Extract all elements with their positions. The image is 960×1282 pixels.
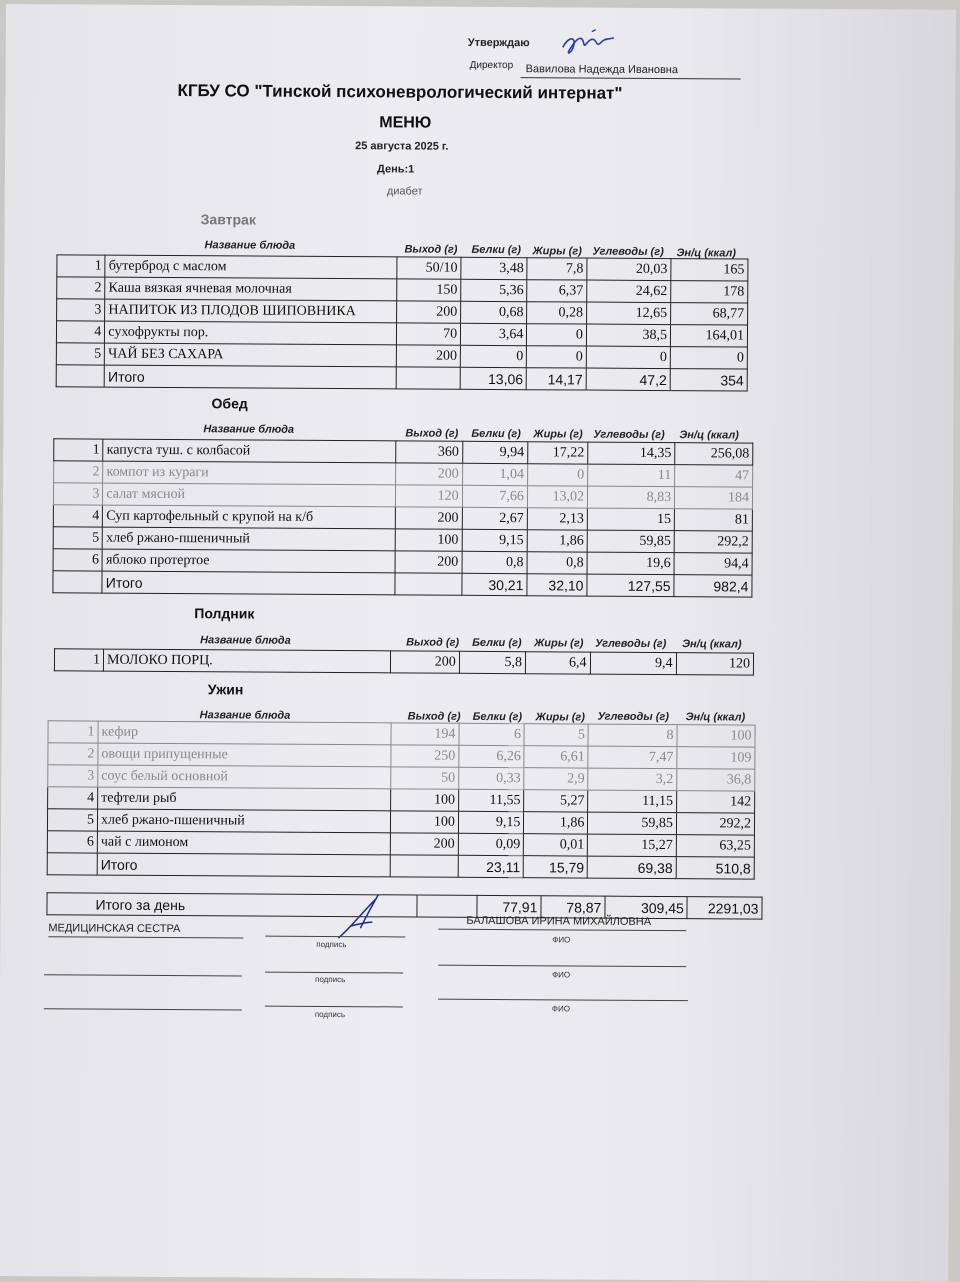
dish-name: НАПИТОК ИЗ ПЛОДОВ ШИПОВНИКА (105, 299, 397, 323)
dish-protein: 6 (459, 723, 525, 745)
dish-carbs: 3,2 (588, 768, 677, 791)
dish-yield: 200 (395, 463, 462, 485)
col-protein: Белки (г) (471, 427, 521, 441)
dish-protein: 9,15 (458, 811, 524, 833)
dish-fat: 5,27 (524, 790, 588, 812)
row-number: 3 (53, 483, 102, 505)
dish-fat: 5 (524, 724, 588, 746)
dish-carbs: 14,35 (588, 442, 675, 465)
dish-fat: 0,28 (527, 302, 587, 324)
total-protein: 13,06 (460, 367, 526, 389)
dish-protein: 2,67 (462, 507, 527, 529)
total-row (53, 571, 752, 597)
dish-protein: 11,55 (458, 789, 524, 811)
dish-energy: 100 (677, 725, 755, 747)
dish-yield: 200 (395, 551, 462, 573)
col-fat: Жиры (г) (532, 245, 582, 258)
dish-carbs: 20,03 (587, 258, 671, 281)
dish-yield: 100 (391, 789, 459, 811)
dish-energy: 292,2 (676, 813, 754, 835)
dish-carbs: 7,47 (588, 746, 677, 769)
lunch-table (52, 438, 753, 597)
total-carbs: 47,2 (586, 368, 670, 391)
fio-line-2 (438, 965, 686, 968)
total-protein: 23,11 (458, 855, 524, 877)
row-number: 3 (57, 299, 105, 321)
total-yield (395, 573, 462, 595)
sig-label-1: подпись (316, 939, 347, 950)
dinner-title: Ужин (207, 681, 244, 698)
sign-line-3a (44, 1008, 242, 1010)
dish-yield: 250 (391, 745, 459, 767)
dish-energy: 0 (670, 347, 747, 369)
dish-carbs: 11 (588, 464, 675, 487)
sig-label-3: подпись (314, 1009, 346, 1020)
dish-protein: 5,36 (461, 279, 527, 301)
col-energy: Эн/ц (ккал) (685, 711, 746, 724)
dish-yield: 100 (391, 811, 459, 833)
col-carbs: Углеводы (г) (592, 245, 664, 259)
dish-protein: 9,94 (462, 441, 527, 463)
dish-name: чай с лимоном (97, 831, 390, 855)
fio-label-3: ФИО (551, 1004, 570, 1014)
row-number: 6 (53, 549, 102, 571)
dish-name: ЧАЙ БЕЗ САХАРА (105, 343, 397, 367)
dish-name: капуста туш. с колбасой (103, 439, 396, 463)
dish-protein: 0,68 (461, 301, 527, 323)
dish-energy: 94,4 (674, 553, 752, 575)
dish-energy: 68,77 (671, 303, 748, 325)
dish-fat: 2,13 (527, 508, 587, 530)
sig-line-2 (265, 972, 403, 974)
dish-fat: 6,37 (527, 280, 587, 302)
dish-energy: 165 (671, 259, 748, 281)
day-total-label: Итого за день (47, 893, 417, 917)
dish-protein: 0,8 (462, 551, 527, 573)
dish-carbs: 24,62 (587, 280, 671, 303)
row-number: 2 (54, 461, 103, 483)
dish-energy: 142 (677, 791, 755, 813)
snack-title: Полдник (194, 605, 255, 622)
col-protein: Белки (г) (472, 636, 522, 650)
col-energy: Эн/ц (ккал) (679, 429, 739, 442)
dish-name: хлеб ржано-пшеничный (97, 809, 390, 833)
approve-label: Утверждаю (467, 36, 530, 50)
total-energy: 982,4 (674, 575, 752, 597)
dish-carbs: 15,27 (588, 834, 677, 857)
dish-protein: 5,8 (459, 651, 525, 673)
dish-energy: 120 (676, 653, 754, 675)
dish-carbs: 0 (586, 346, 670, 369)
dish-protein: 6,26 (459, 745, 525, 767)
dish-yield: 200 (391, 651, 460, 673)
dish-name: овощи припущенные (98, 743, 391, 767)
col-fat: Жиры (г) (535, 711, 585, 724)
total-fat: 32,10 (527, 574, 587, 596)
dish-energy: 47 (675, 465, 753, 487)
row-number: 4 (53, 505, 102, 527)
dish-protein: 0 (460, 345, 526, 367)
sig-label-2: подпись (315, 974, 346, 985)
total-energy: 510,8 (676, 857, 754, 879)
dish-protein: 1,04 (462, 463, 527, 485)
col-fat: Жиры (г) (534, 637, 584, 650)
dish-carbs: 8,83 (587, 486, 674, 509)
dish-fat: 17,22 (528, 442, 588, 464)
col-carbs: Углеводы (г) (593, 428, 665, 442)
dish-energy: 109 (677, 747, 755, 769)
dish-fat: 0 (528, 464, 588, 486)
dish-name: кефир (98, 721, 391, 745)
day-total-fat: 78,87 (541, 896, 605, 918)
dish-carbs: 9,4 (590, 652, 676, 675)
breakfast-title: Завтрак (200, 211, 256, 228)
dish-yield: 360 (396, 441, 463, 463)
col-fat: Жиры (г) (533, 428, 583, 441)
total-fat: 15,79 (524, 856, 588, 878)
dish-carbs: 11,15 (588, 790, 677, 813)
dish-protein: 3,64 (461, 323, 527, 345)
total-label: Итого (97, 853, 390, 877)
dish-fat: 7,8 (527, 258, 587, 280)
dish-fat: 0 (527, 324, 587, 346)
day-total-protein: 77,91 (477, 895, 541, 917)
dish-yield: 200 (397, 301, 461, 323)
director-label: Директор (469, 59, 514, 72)
dish-energy: 164,01 (670, 325, 747, 347)
dish-energy: 184 (675, 487, 753, 509)
total-carbs: 127,55 (587, 574, 674, 597)
dish-name: соус белый основной (98, 765, 391, 789)
dish-carbs: 19,6 (587, 552, 674, 575)
fio-label-1: ФИО (552, 935, 571, 945)
row-number: 5 (53, 527, 102, 549)
dish-name: яблоко протертое (102, 549, 395, 573)
dish-yield: 50 (391, 767, 459, 789)
dish-yield: 200 (391, 833, 459, 855)
dish-yield: 120 (395, 485, 462, 507)
fio-label-2: ФИО (552, 970, 571, 980)
dish-protein: 0,33 (459, 767, 525, 789)
dish-yield: 50/10 (397, 257, 461, 279)
dish-carbs: 38,5 (586, 324, 670, 347)
dish-energy: 256,08 (675, 443, 753, 465)
dish-protein: 3,48 (461, 257, 527, 279)
dish-name: хлеб ржано-пшеничный (103, 527, 396, 551)
nurse-label: МЕДИЦИНСКАЯ СЕСТРА (48, 922, 181, 936)
menu-title: МЕНЮ (379, 114, 432, 132)
row-number: 5 (47, 809, 97, 831)
dish-yield: 70 (396, 323, 460, 345)
sign-line-2a (44, 974, 242, 976)
dish-yield: 100 (395, 529, 462, 551)
dish-protein: 9,15 (462, 529, 527, 551)
dish-fat: 13,02 (527, 486, 587, 508)
dish-yield: 200 (396, 345, 460, 367)
dish-fat: 1,86 (524, 812, 588, 834)
total-yield (390, 855, 458, 877)
dish-fat: 1,86 (527, 530, 587, 552)
table-row (54, 649, 753, 675)
dish-protein: 7,66 (462, 485, 527, 507)
lunch-title: Обед (211, 395, 248, 412)
day-total-energy: 2291,03 (687, 897, 762, 919)
director-line (521, 77, 741, 79)
row-number: 1 (54, 649, 103, 671)
dish-yield: 200 (395, 507, 462, 529)
total-empty (53, 571, 102, 593)
total-fat: 14,17 (527, 368, 587, 390)
col-carbs: Углеводы (г) (597, 710, 669, 724)
dish-fat: 6,4 (525, 652, 590, 674)
dish-fat: 6,61 (524, 746, 588, 768)
row-number: 4 (56, 321, 104, 343)
dish-name: салат мясной (103, 483, 396, 507)
col-name: Название блюда (199, 709, 291, 722)
col-name: Название блюда (203, 423, 295, 436)
row-number: 6 (47, 831, 97, 853)
col-name: Название блюда (200, 634, 291, 647)
dish-fat: 0,8 (527, 552, 587, 574)
dish-energy: 292,2 (674, 531, 752, 553)
col-energy: Эн/ц (ккал) (676, 247, 737, 260)
dish-carbs: 59,85 (587, 530, 674, 553)
row-number: 4 (48, 787, 98, 809)
col-carbs: Углеводы (г) (595, 637, 667, 651)
dish-name: бутерброд с маслом (105, 255, 397, 279)
dish-carbs: 59,85 (588, 812, 677, 835)
row-number: 1 (48, 721, 98, 743)
row-number: 1 (54, 439, 103, 461)
total-carbs: 69,38 (588, 856, 677, 879)
total-row (56, 365, 747, 391)
col-yield: Выход (г) (406, 636, 460, 649)
col-name: Название блюда (204, 239, 296, 252)
dish-yield: 150 (397, 279, 461, 301)
dish-name: компот из кураги (103, 461, 396, 485)
dish-name: Каша вязкая ячневая молочная (105, 277, 397, 301)
dish-name: МОЛОКО ПОРЦ. (103, 649, 390, 673)
day-total-carbs: 309,45 (605, 896, 688, 919)
col-yield: Выход (г) (405, 427, 459, 440)
dish-energy: 81 (674, 509, 752, 531)
signer-name: БАЛАШОВА ИРИНА МИХАЙЛОВНА (466, 914, 652, 928)
dish-fat: 2,9 (524, 768, 588, 790)
sig-line-3 (265, 1006, 403, 1008)
col-yield: Выход (г) (404, 243, 458, 256)
col-yield: Выход (г) (407, 710, 461, 723)
dish-name: Суп картофельный с крупой на к/б (103, 505, 396, 529)
total-label: Итого (102, 571, 395, 595)
breakfast-table (56, 254, 749, 391)
col-protein: Белки (г) (472, 710, 523, 724)
day-total-row (47, 893, 762, 919)
dish-carbs: 8 (588, 724, 677, 747)
nurse-line (48, 936, 243, 938)
dish-fat: 0 (527, 346, 587, 368)
total-label: Итого (104, 365, 396, 389)
row-number: 1 (57, 255, 105, 277)
dish-carbs: 15 (587, 508, 674, 531)
row-number: 5 (56, 343, 104, 365)
organization-title: КГБУ СО "Тинской психоневрологический интернат" (177, 81, 623, 103)
menu-sheet (0, 4, 956, 1282)
col-protein: Белки (г) (471, 243, 521, 257)
dish-protein: 0,09 (458, 833, 524, 855)
row-number: 2 (48, 743, 98, 765)
menu-day: День:1 (376, 163, 415, 176)
col-energy: Эн/ц (ккал) (682, 638, 742, 651)
menu-date: 25 августа 2025 г. (355, 140, 449, 153)
row-number: 3 (48, 765, 98, 787)
dish-name: сухофрукты пор. (105, 321, 397, 345)
diet-label: диабет (386, 185, 423, 198)
director-name: Вавилова Надежда Ивановна (525, 63, 679, 77)
day-total-table (46, 892, 762, 919)
total-empty (56, 365, 104, 387)
snack-table (54, 648, 754, 675)
dish-name: тефтели рыб (98, 787, 391, 811)
total-yield (396, 367, 460, 389)
total-empty (47, 853, 97, 875)
dish-carbs: 12,65 (587, 302, 671, 325)
total-energy: 354 (670, 369, 747, 391)
total-row (47, 853, 754, 879)
row-number: 2 (57, 277, 105, 299)
fio-line-3 (438, 999, 688, 1002)
fio-line-1 (438, 929, 686, 932)
dish-yield: 194 (391, 723, 459, 745)
dinner-table (47, 720, 756, 879)
dish-energy: 63,25 (676, 835, 754, 857)
director-signature (558, 25, 628, 65)
dish-fat: 0,01 (524, 834, 588, 856)
dish-energy: 178 (671, 281, 748, 303)
dish-energy: 36,8 (677, 769, 755, 791)
total-protein: 30,21 (462, 573, 527, 595)
